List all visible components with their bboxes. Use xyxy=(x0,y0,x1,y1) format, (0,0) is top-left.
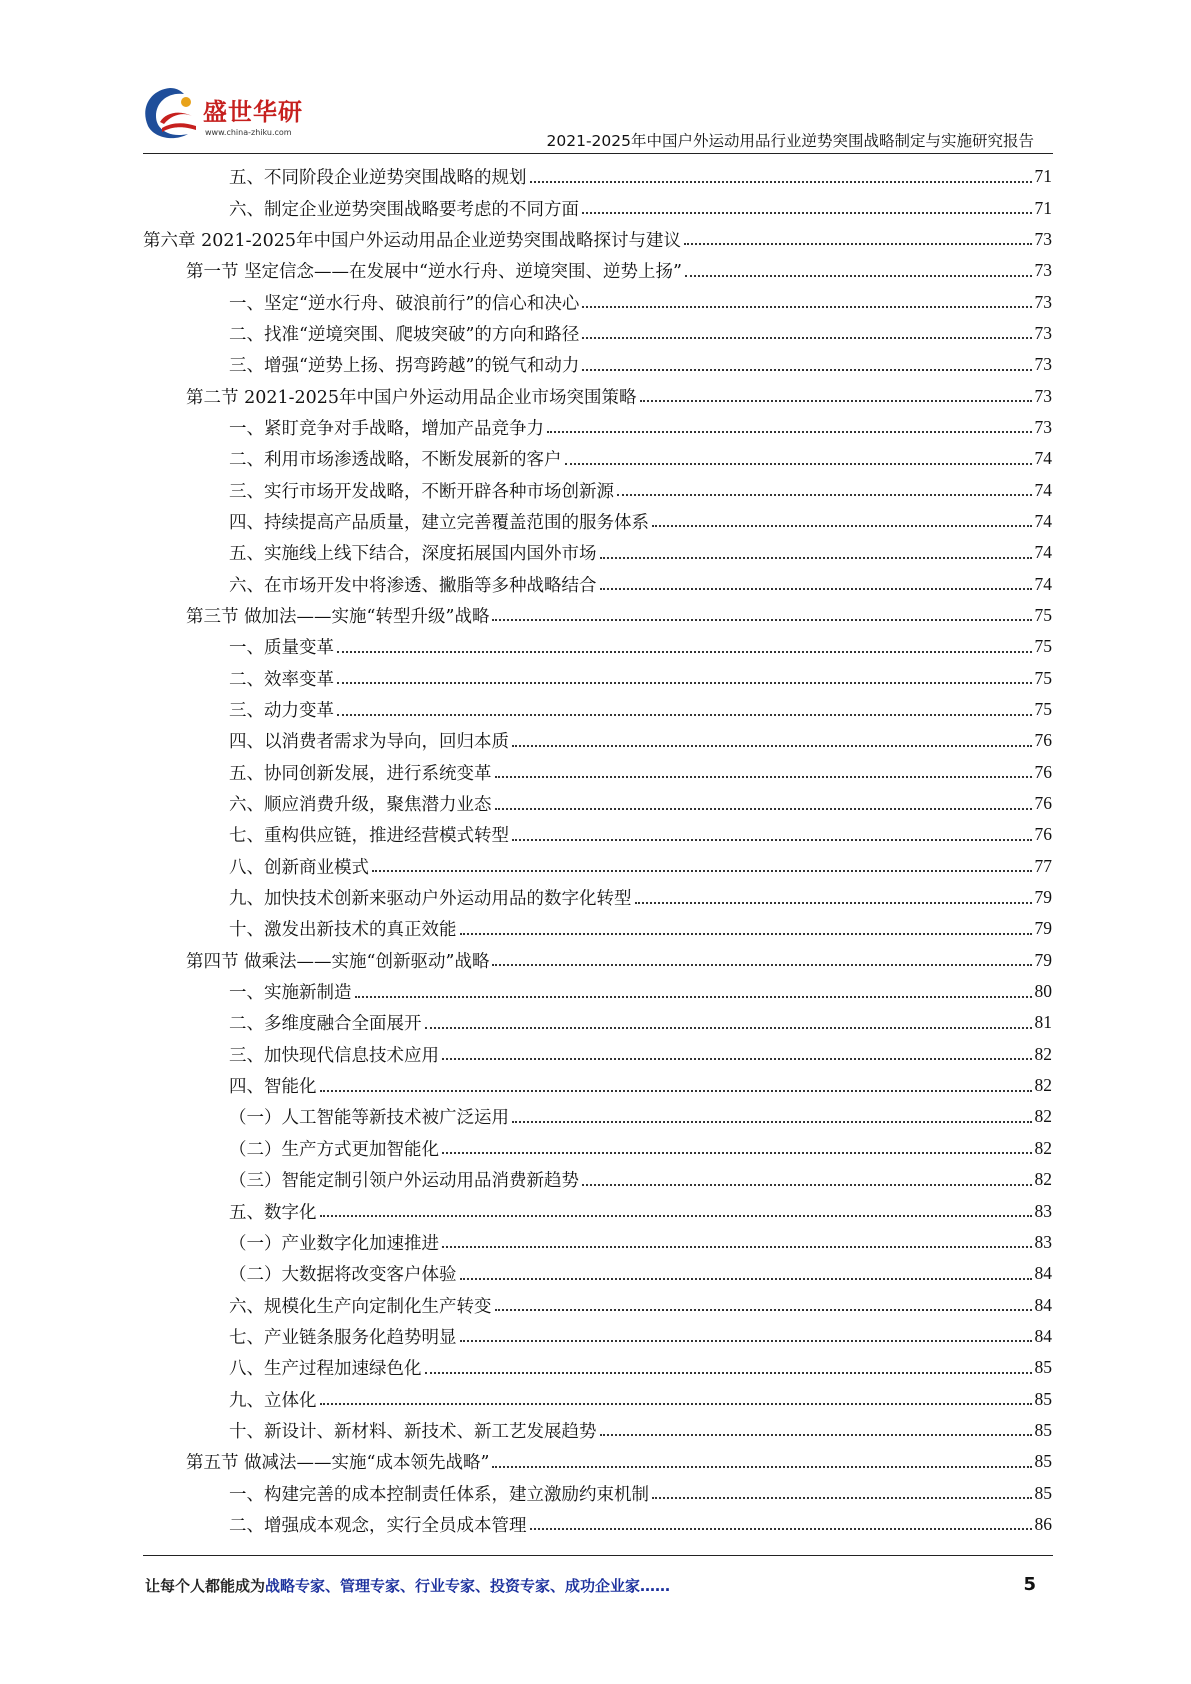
toc-entry-page: 75 xyxy=(1034,699,1052,720)
toc-entry-title: 二、多维度融合全面展开 xyxy=(229,1014,422,1035)
toc-entry[interactable] xyxy=(143,1509,1052,1540)
toc-entry-title: 二、找准“逆境突围、爬坡突破”的方向和路径 xyxy=(229,324,580,345)
toc-dot-leader xyxy=(582,337,1031,339)
toc-entry-page: 85 xyxy=(1034,1419,1052,1440)
toc-entry[interactable] xyxy=(143,224,1052,255)
toc-entry[interactable] xyxy=(143,1415,1052,1446)
toc-entry-title: 十、新设计、新材料、新技术、新工艺发展趋势 xyxy=(229,1421,597,1442)
toc-entry[interactable] xyxy=(143,537,1052,568)
toc-dot-leader xyxy=(320,1090,1032,1092)
slogan-roles: 战略专家、管理专家、行业专家、投资专家、成功企业家…… xyxy=(265,1577,671,1595)
toc-entry-page: 76 xyxy=(1034,730,1052,751)
toc-entry-page: 74 xyxy=(1034,542,1052,563)
toc-entry-page: 74 xyxy=(1034,573,1052,594)
toc-entry-page: 74 xyxy=(1034,510,1052,531)
toc-entry-page: 73 xyxy=(1034,322,1052,343)
toc-entry[interactable] xyxy=(143,788,1052,819)
toc-entry-title: 八、生产过程加速绿色化 xyxy=(229,1359,422,1380)
toc-entry[interactable] xyxy=(143,380,1052,411)
toc-dot-leader xyxy=(337,682,1032,684)
toc-entry-title: 七、产业链条服务化趋势明显 xyxy=(229,1327,457,1348)
toc-dot-leader xyxy=(652,525,1032,527)
toc-entry-title: 八、创新商业模式 xyxy=(229,857,369,878)
toc-dot-leader xyxy=(685,275,1032,277)
toc-entry-page: 76 xyxy=(1034,793,1052,814)
report-title: 2021-2025年中国户外运动用品行业逆势突围战略制定与实施研究报告 xyxy=(546,132,1034,150)
toc-entry[interactable] xyxy=(143,757,1052,788)
toc-entry-title: （二）生产方式更加智能化 xyxy=(229,1139,439,1160)
toc-entry[interactable] xyxy=(143,1352,1052,1383)
toc-entry-title: 五、实施线上线下结合，深度拓展国内国外市场 xyxy=(229,544,597,565)
logo-url: www.china-zhiku.com xyxy=(205,128,292,137)
toc-entry[interactable] xyxy=(143,1446,1052,1477)
toc-entry-title: 二、增强成本观念，实行全员成本管理 xyxy=(229,1515,527,1536)
toc-dot-leader xyxy=(460,933,1032,935)
toc-entry-page: 71 xyxy=(1034,166,1052,187)
toc-entry-title: 九、加快技术创新来驱动户外运动用品的数字化转型 xyxy=(229,889,632,910)
toc-dot-leader xyxy=(355,996,1032,998)
toc-dot-leader xyxy=(320,1403,1032,1405)
toc-dot-leader xyxy=(492,964,1031,966)
toc-entry-page: 80 xyxy=(1034,981,1052,1002)
toc-entry[interactable] xyxy=(143,725,1052,756)
toc-entry[interactable] xyxy=(143,851,1052,882)
toc-dot-leader xyxy=(442,1058,1032,1060)
toc-dot-leader xyxy=(425,1027,1032,1029)
toc-entry[interactable] xyxy=(143,1007,1052,1038)
toc-dot-leader xyxy=(320,1215,1032,1217)
toc-entry-title: 七、重构供应链，推进经营模式转型 xyxy=(229,826,509,847)
toc-entry-title: 四、以消费者需求为导向，回归本质 xyxy=(229,732,509,753)
toc-entry[interactable] xyxy=(143,506,1052,537)
toc-entry-title: （二）大数据将改变客户体验 xyxy=(229,1265,457,1286)
footer-slogan xyxy=(145,1575,670,1596)
toc-entry-title: 第一节 坚定信念——在发展中“逆水行舟、逆境突围、逆势上扬” xyxy=(186,262,682,283)
toc-entry[interactable] xyxy=(143,976,1052,1007)
toc-entry-page: 73 xyxy=(1034,354,1052,375)
toc-entry-title: 九、立体化 xyxy=(229,1390,317,1411)
footer-divider xyxy=(143,1555,1053,1556)
toc-entry-title: 第五节 做减法——实施“成本领先战略” xyxy=(186,1453,490,1474)
toc-entry-page: 82 xyxy=(1034,1106,1052,1127)
toc-entry[interactable] xyxy=(143,192,1052,223)
toc-entry-title: 三、动力变革 xyxy=(229,701,334,722)
toc-dot-leader xyxy=(617,494,1032,496)
toc-dot-leader xyxy=(442,1152,1032,1154)
toc-entry-title: 五、协同创新发展，进行系统变革 xyxy=(229,763,492,784)
toc-entry-page: 73 xyxy=(1034,260,1052,281)
toc-entry-title: 六、在市场开发中将渗透、撇脂等多种战略结合 xyxy=(229,575,597,596)
toc-dot-leader xyxy=(337,714,1032,716)
toc-dot-leader xyxy=(652,1497,1032,1499)
toc-entry[interactable] xyxy=(143,663,1052,694)
page-number: 5 xyxy=(1023,1574,1036,1595)
toc-entry-page: 73 xyxy=(1034,416,1052,437)
toc-dot-leader xyxy=(492,619,1031,621)
toc-dot-leader xyxy=(512,839,1032,841)
toc-entry[interactable] xyxy=(143,349,1052,380)
toc-entry-page: 82 xyxy=(1034,1075,1052,1096)
toc-dot-leader xyxy=(640,400,1032,402)
slogan-lead: 让每个人都能成为 xyxy=(145,1577,266,1595)
toc-entry-page: 79 xyxy=(1034,887,1052,908)
toc-entry[interactable] xyxy=(143,1133,1052,1164)
toc-entry-page: 76 xyxy=(1034,824,1052,845)
toc-entry[interactable] xyxy=(143,882,1052,913)
toc-dot-leader xyxy=(460,1278,1032,1280)
toc-dot-leader xyxy=(582,306,1031,308)
toc-entry-title: （一）人工智能等新技术被广泛运用 xyxy=(229,1108,509,1129)
toc-dot-leader xyxy=(547,431,1032,433)
toc-entry-page: 81 xyxy=(1034,1012,1052,1033)
toc-dot-leader xyxy=(495,1309,1032,1311)
toc-dot-leader xyxy=(495,776,1032,778)
toc-entry-title: 第二节 2021-2025年中国户外运动用品企业市场突围策略 xyxy=(186,387,637,408)
toc-entry-page: 76 xyxy=(1034,761,1052,782)
toc-dot-leader xyxy=(600,588,1032,590)
toc-dot-leader xyxy=(600,557,1032,559)
toc-entry[interactable] xyxy=(143,631,1052,662)
toc-entry-page: 75 xyxy=(1034,604,1052,625)
toc-entry-page: 71 xyxy=(1034,197,1052,218)
toc-entry[interactable] xyxy=(143,1070,1052,1101)
toc-entry[interactable] xyxy=(143,1383,1052,1414)
toc-entry-title: 六、顺应消费升级，聚焦潜力业态 xyxy=(229,795,492,816)
toc-entry-page: 85 xyxy=(1034,1451,1052,1472)
toc-dot-leader xyxy=(512,1121,1032,1123)
toc-entry-page: 75 xyxy=(1034,636,1052,657)
toc-entry[interactable] xyxy=(143,1195,1052,1226)
toc-entry[interactable] xyxy=(143,694,1052,725)
toc-entry-page: 79 xyxy=(1034,918,1052,939)
toc-entry-page: 82 xyxy=(1034,1137,1052,1158)
toc-entry-title: 四、智能化 xyxy=(229,1077,317,1098)
toc-entry-title: 十、激发出新技术的真正效能 xyxy=(229,920,457,941)
toc-dot-leader xyxy=(337,651,1032,653)
toc-entry-title: 三、加快现代信息技术应用 xyxy=(229,1045,439,1066)
toc-entry[interactable] xyxy=(143,161,1052,192)
toc-entry-title: 一、坚定“逆水行舟、破浪前行”的信心和决心 xyxy=(229,293,580,314)
toc-dot-leader xyxy=(442,1246,1032,1248)
toc-entry-page: 82 xyxy=(1034,1043,1052,1064)
header-divider xyxy=(143,153,1053,154)
toc-entry-title: 三、增强“逆势上扬、拐弯跨越”的锐气和动力 xyxy=(229,356,580,377)
toc-entry-title: 第六章 2021-2025年中国户外运动用品企业逆势突围战略探讨与建议 xyxy=(143,230,682,251)
toc-entry-page: 84 xyxy=(1034,1325,1052,1346)
toc-entry-title: 第三节 做加法——实施“转型升级”战略 xyxy=(186,606,490,627)
toc-entry-page: 74 xyxy=(1034,479,1052,500)
page-header xyxy=(0,0,1191,160)
toc-dot-leader xyxy=(425,1372,1032,1374)
toc-dot-leader xyxy=(582,212,1032,214)
toc-dot-leader xyxy=(512,745,1032,747)
toc-entry-title: （一）产业数字化加速推进 xyxy=(229,1233,439,1254)
logo-swoosh-icon xyxy=(140,82,206,144)
toc-entry-title: 第四节 做乘法——实施“创新驱动”战略 xyxy=(186,951,490,972)
toc-entry-title: 二、效率变革 xyxy=(229,669,334,690)
toc-dot-leader xyxy=(582,1184,1032,1186)
toc-entry[interactable] xyxy=(143,945,1052,976)
toc-entry-title: 三、实行市场开发战略，不断开辟各种市场创新源 xyxy=(229,481,614,502)
company-logo xyxy=(140,82,340,148)
toc-entry[interactable] xyxy=(143,913,1052,944)
toc-entry-title: 四、持续提高产品质量，建立完善覆盖范围的服务体系 xyxy=(229,512,649,533)
toc-dot-leader xyxy=(495,808,1032,810)
toc-entry-page: 77 xyxy=(1034,855,1052,876)
toc-entry[interactable] xyxy=(143,1258,1052,1289)
toc-entry[interactable] xyxy=(143,1477,1052,1508)
toc-dot-leader xyxy=(635,902,1032,904)
toc-entry[interactable] xyxy=(143,1164,1052,1195)
toc-entry-page: 73 xyxy=(1034,385,1052,406)
toc-entry-page: 86 xyxy=(1034,1513,1052,1534)
toc-entry-title: 一、构建完善的成本控制责任体系，建立激励约束机制 xyxy=(229,1484,649,1505)
toc-entry[interactable] xyxy=(143,1227,1052,1258)
toc-entry-title: 五、不同阶段企业逆势突围战略的规划 xyxy=(229,168,527,189)
toc-entry[interactable] xyxy=(143,318,1052,349)
toc-entry[interactable] xyxy=(143,474,1052,505)
toc-entry-title: 一、紧盯竞争对手战略，增加产品竞争力 xyxy=(229,418,544,439)
toc-dot-leader xyxy=(460,1340,1032,1342)
toc-dot-leader xyxy=(600,1434,1032,1436)
logo-name: 盛世华研 xyxy=(203,98,303,126)
toc-entry-page: 85 xyxy=(1034,1388,1052,1409)
toc-entry[interactable] xyxy=(143,1101,1052,1132)
toc-entry[interactable] xyxy=(143,819,1052,850)
toc-entry-page: 79 xyxy=(1034,949,1052,970)
toc-dot-leader xyxy=(582,369,1031,371)
toc-entry[interactable] xyxy=(143,255,1052,286)
toc-entry-page: 83 xyxy=(1034,1231,1052,1252)
toc-entry-title: （三）智能定制引领户外运动用品消费新趋势 xyxy=(229,1171,579,1192)
toc-entry-page: 85 xyxy=(1034,1357,1052,1378)
toc-entry[interactable] xyxy=(143,1321,1052,1352)
toc-entry-page: 84 xyxy=(1034,1263,1052,1284)
toc-entry[interactable] xyxy=(143,286,1052,317)
toc-entry-page: 73 xyxy=(1034,291,1052,312)
toc-dot-leader xyxy=(530,1528,1032,1530)
toc-entry-page: 75 xyxy=(1034,667,1052,688)
toc-entry-title: 二、利用市场渗透战略，不断发展新的客户 xyxy=(229,450,562,471)
table-of-contents xyxy=(143,161,1052,1540)
toc-entry-page: 85 xyxy=(1034,1482,1052,1503)
toc-entry-page: 73 xyxy=(1034,228,1052,249)
toc-entry[interactable] xyxy=(143,600,1052,631)
toc-entry-page: 83 xyxy=(1034,1200,1052,1221)
toc-entry-page: 74 xyxy=(1034,448,1052,469)
toc-entry-title: 一、实施新制造 xyxy=(229,983,352,1004)
toc-entry-title: 一、质量变革 xyxy=(229,638,334,659)
toc-entry[interactable] xyxy=(143,412,1052,443)
toc-dot-leader xyxy=(492,1466,1031,1468)
toc-entry[interactable] xyxy=(143,568,1052,599)
toc-entry[interactable] xyxy=(143,443,1052,474)
toc-entry[interactable] xyxy=(143,1039,1052,1070)
toc-entry[interactable] xyxy=(143,1289,1052,1320)
toc-entry-page: 84 xyxy=(1034,1294,1052,1315)
toc-dot-leader xyxy=(530,181,1032,183)
toc-dot-leader xyxy=(565,463,1032,465)
toc-entry-title: 五、数字化 xyxy=(229,1202,317,1223)
toc-dot-leader xyxy=(684,243,1031,245)
toc-dot-leader xyxy=(372,870,1032,872)
toc-entry-title: 六、规模化生产向定制化生产转变 xyxy=(229,1296,492,1317)
toc-entry-title: 六、制定企业逆势突围战略要考虑的不同方面 xyxy=(229,199,579,220)
toc-entry-page: 82 xyxy=(1034,1169,1052,1190)
